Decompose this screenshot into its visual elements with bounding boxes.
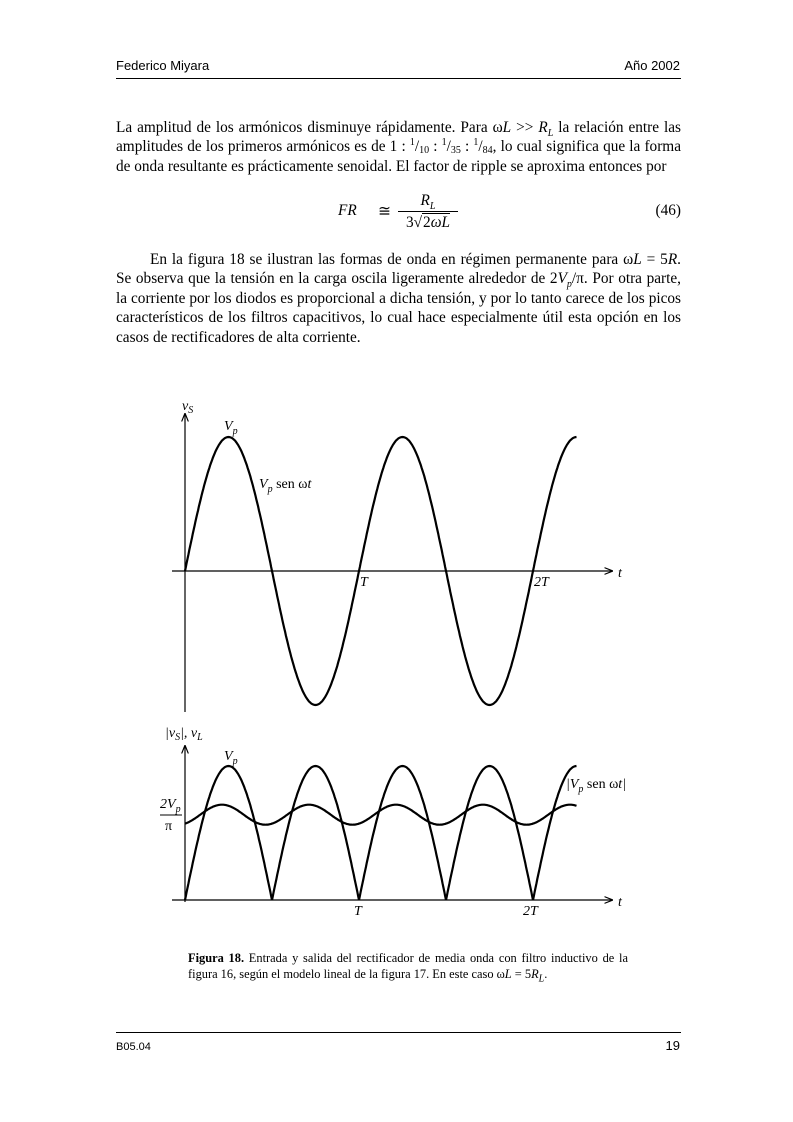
bottom-peak-label: $V_p$ — [224, 749, 238, 767]
paragraph-harmonics: La amplitud de los armónicos disminuye rápidamente. Para $\omega L >> R_L$ la relación entre las amplitudes de los primeros armónicos es de 1 : $^1/_{10}$ : $^1/_{35}$ : $^1/_{84}$, lo cual significa que la forma de onda resultante es prácticamente senoidal. El factor de ripple se aproxima entonces por — [116, 119, 681, 175]
bottom-tick-T: T — [354, 904, 362, 919]
rectified-voltage-curve — [185, 766, 577, 900]
equation-fraction: $R_L$ 3√2ωL — [398, 192, 458, 232]
figure-caption: Figura 18. Entrada y salida del rectificador de media onda con filtro inductivo de la figura 16, según el modelo lineal de la figura 17. En este caso $\omega L = 5R_L$. — [188, 951, 628, 985]
bottom-x-label: t — [618, 895, 622, 910]
bottom-tick-2T: 2T — [523, 904, 538, 919]
equation-lhs: FR — [338, 202, 357, 219]
top-x-label: t — [618, 566, 622, 581]
equation-approx: ≅ — [378, 203, 391, 220]
top-y-label: $v_S$ — [182, 399, 194, 416]
equation-number: (46) — [655, 202, 681, 219]
top-curve-label: $V_p$ sen ωt — [259, 477, 312, 495]
top-tick-2T: 2T — [534, 575, 549, 590]
bottom-level-numerator: $2V_p$ — [160, 797, 181, 815]
header-year: Año 2002 — [624, 58, 680, 73]
footer-code: B05.04 — [116, 1041, 151, 1053]
footer-page-number: 19 — [665, 1038, 680, 1053]
top-peak-label: $V_p$ — [224, 419, 238, 437]
header-author: Federico Miyara — [116, 58, 210, 73]
top-tick-T: T — [360, 575, 368, 590]
footer-rule — [116, 1032, 681, 1033]
paragraph-figure-intro: En la figura 18 se ilustran las formas de onda en régimen permanente para ωL = 5R. Se observa que la tensión en la carga oscila ligeramente alrededor de $2V_p/\pi$. Por otra parte, la corriente por los diodos es proporcional a dicha tensión, y por lo tanto carece de los picos característicos de los filtros capacitivos, lo cual hace especialmente útil esta opción en los casos de rectificadores de alta corriente. — [116, 251, 681, 346]
bottom-y-label: $|v_S|$, $v_L$ — [165, 726, 203, 743]
bottom-level-denominator: π — [165, 819, 173, 834]
bottom-curve-label: $|V_p$ sen ωt| — [566, 777, 627, 795]
